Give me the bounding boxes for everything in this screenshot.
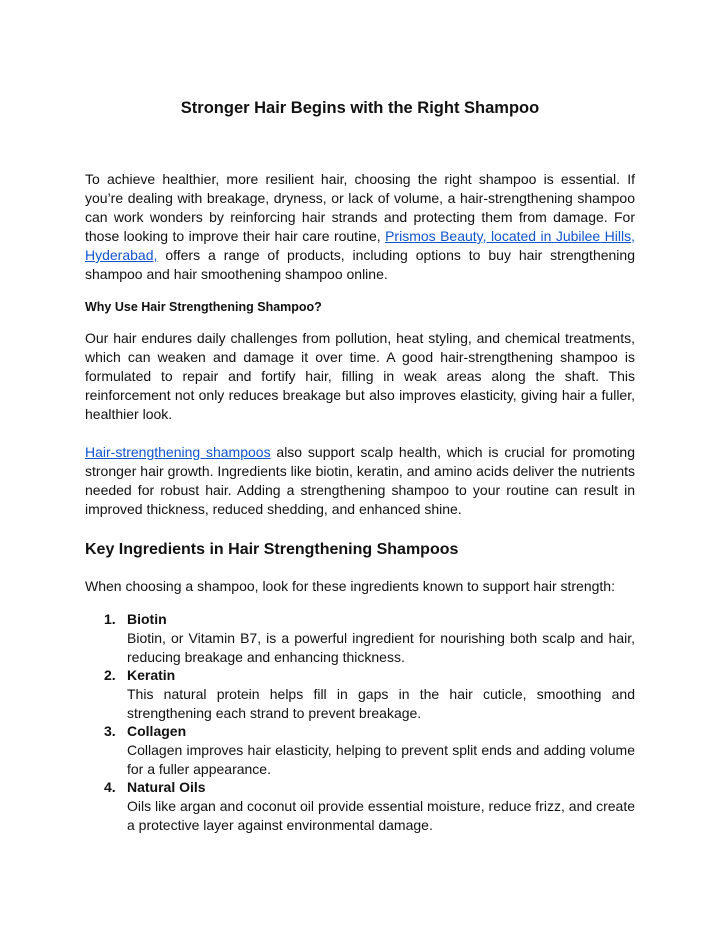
ingredient-name-biotin: Biotin [127,611,167,627]
scalp-health-text: also support scalp health, which is crucial for promoting stronger hair growth. Ingredients like biotin, keratin, and amino acids deliver the nutrients needed for robust hair. Adding a strengthening shampoo to your routine can result in improved thickness, reduced shedding, and enhanced shine. [85,444,636,517]
ingredient-description: Oils like argan and coconut oil provide essential moisture, reduce frizz, and create a protective layer against environmental damage. [127,798,635,833]
ingredient-name-natural-oils: Natural Oils [127,779,206,795]
ingredient-description: This natural protein helps fill in gaps in the hair cuticle, smoothing and strengthening each strand to prevent breakage. [127,686,635,721]
prismos-beauty-link[interactable]: Prismos Beauty, located in Jubilee Hills, Hyderabad, [85,228,635,263]
ingredient-name-keratin: Keratin [127,667,176,683]
section-heading-why-use: Why Use Hair Strengthening Shampoo? [85,300,322,314]
ingredient-name-collagen: Collagen [127,723,187,739]
section-heading-key-ingredients: Key Ingredients in Hair Strengthening Shampoos [85,541,459,558]
list-item-number: 4. [104,779,116,795]
why-use-paragraph: Our hair endures daily challenges from pollution, heat styling, and chemical treatments, which can weaken and damage it over time. A good hair-strengthening shampoo is formulated to repair and fortify hair, filling in weak areas along the shaft. This reinforcement not only reduces breakage but also improves elasticity, giving hair a fuller, healthier look. [85,330,635,422]
ingredient-description: Biotin, or Vitamin B7, is a powerful ingredient for nourishing both scalp and hair, reducing breakage and enhancing thickness. [127,630,635,665]
ingredient-description: Collagen improves hair elasticity, helping to prevent split ends and adding volume for a fuller appearance. [127,742,635,777]
hair-strengthening-shampoos-link[interactable]: Hair-strengthening shampoos [85,444,271,460]
list-item [104,778,635,834]
list-item [104,666,635,722]
list-item-number: 3. [104,723,116,739]
ingredients-list [85,610,635,834]
list-item [104,610,635,666]
key-ingredients-intro: When choosing a shampoo, look for these ingredients known to support hair strength: [85,578,615,594]
list-item-number: 2. [104,667,116,683]
intro-text-before-link: To achieve healthier, more resilient hair, choosing the right shampoo is essential. If you’re dealing with breakage, dryness, or lack of volume, a hair-strengthening shampoo can work wonders by reinforcing hair strands and protecting them from damage. For those looking to improve their hair care routine, [85,171,635,244]
intro-paragraph [85,170,635,284]
list-item-number: 1. [104,611,116,627]
intro-text-after-link: offers a range of products, including options to buy hair strengthening shampoo and hair smoothening shampoo online. [85,247,635,282]
list-item [104,722,635,778]
scalp-health-paragraph [85,443,635,519]
page-title: Stronger Hair Begins with the Right Shampoo [180,99,540,117]
